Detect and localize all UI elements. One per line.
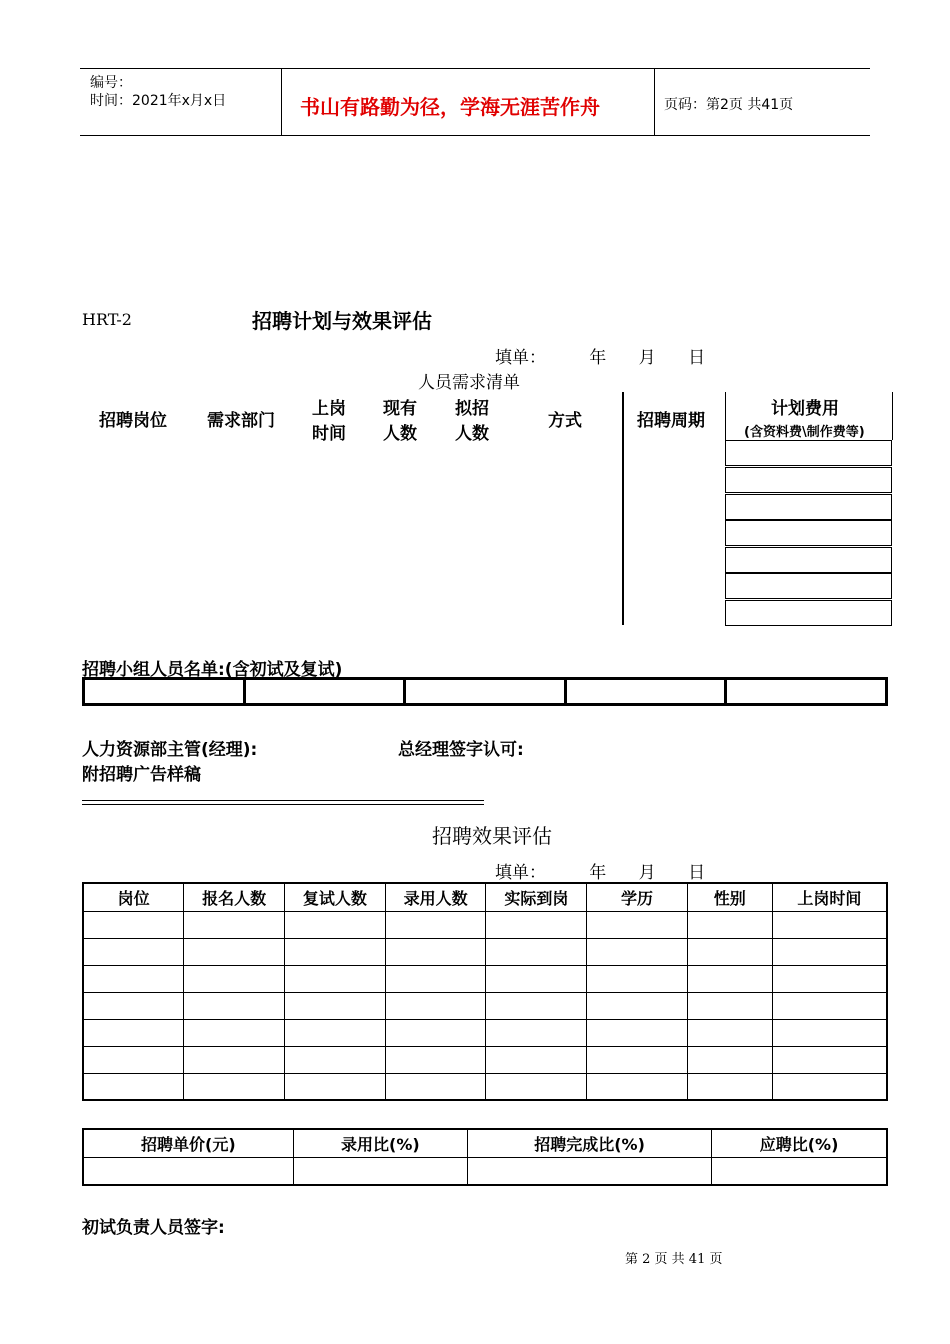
signature-label: 初试负责人员签字: (82, 1218, 225, 1238)
document-number-label: 编号： (90, 75, 132, 91)
eval-cell[interactable] (772, 938, 887, 965)
eval-cell[interactable] (184, 1019, 285, 1046)
eval-cell[interactable] (83, 1019, 184, 1046)
summary-value-cell[interactable] (83, 1157, 293, 1185)
table-row (83, 965, 887, 992)
separator-line (82, 804, 484, 805)
eval-cell[interactable] (687, 1073, 772, 1100)
eval-cell[interactable] (486, 1073, 587, 1100)
eval-cell[interactable] (687, 1046, 772, 1073)
col-cycle: 招聘周期 (637, 411, 705, 431)
cost-cell[interactable] (725, 520, 892, 546)
summary-table (82, 1128, 888, 1186)
eval-cell[interactable] (284, 1046, 385, 1073)
eval-cell[interactable] (184, 965, 285, 992)
cost-cell[interactable] (725, 573, 892, 599)
table-row (83, 938, 887, 965)
page-footer: 第 2 页 共 41 页 (625, 1252, 723, 1267)
eval-cell[interactable] (184, 1046, 285, 1073)
eval-cell[interactable] (284, 1019, 385, 1046)
eval-cell[interactable] (184, 1073, 285, 1100)
separator-line (82, 800, 484, 801)
eval-cell[interactable] (184, 911, 285, 938)
cost-cell[interactable] (725, 467, 892, 493)
col-onboard-line1: 上岗 (312, 399, 346, 419)
eval-cell[interactable] (772, 1019, 887, 1046)
eval-cell[interactable] (284, 938, 385, 965)
cost-cell[interactable] (725, 440, 892, 466)
form-code: HRT-2 (82, 310, 132, 329)
eval-cell[interactable] (772, 992, 887, 1019)
col-cost-note: (含资料费\制作费等) (744, 425, 865, 440)
gm-signature-label: 总经理签字认可: (398, 740, 524, 760)
eval-cell[interactable] (385, 911, 486, 938)
cost-divider (725, 392, 726, 440)
page-indicator: 页码：第2页 共41页 (664, 97, 794, 113)
col-planned-line1: 拟招 (455, 399, 489, 419)
eval-cell[interactable] (184, 938, 285, 965)
eval-cell[interactable] (486, 965, 587, 992)
eval-cell[interactable] (486, 992, 587, 1019)
eval-header-cell: 录用人数 (385, 883, 486, 911)
summary-value-cell[interactable] (293, 1157, 467, 1185)
eval-cell[interactable] (83, 992, 184, 1019)
col-department: 需求部门 (207, 411, 275, 431)
cost-cell[interactable] (725, 494, 892, 520)
document-time: 时间：2021年x月x日 (90, 93, 227, 109)
cost-cell[interactable] (725, 600, 892, 626)
cycle-divider (622, 392, 624, 625)
team-member-cell[interactable] (405, 679, 566, 705)
eval-cell[interactable] (772, 1046, 887, 1073)
eval-cell[interactable] (184, 992, 285, 1019)
evaluation-table (82, 882, 888, 1101)
eval-cell[interactable] (587, 911, 688, 938)
col-current-line1: 现有 (383, 399, 417, 419)
summary-header-cell: 应聘比(%) (712, 1129, 887, 1157)
summary-header-cell: 招聘完成比(%) (467, 1129, 711, 1157)
eval-cell[interactable] (284, 911, 385, 938)
eval-cell[interactable] (83, 1073, 184, 1100)
eval-cell[interactable] (687, 938, 772, 965)
cost-divider-right (892, 392, 893, 440)
eval-cell[interactable] (587, 938, 688, 965)
eval-cell[interactable] (772, 965, 887, 992)
eval-cell[interactable] (687, 965, 772, 992)
team-list-label: 招聘小组人员名单:(含初试及复试) (82, 660, 343, 680)
motto: 书山有路勤为径，学海无涯苦作舟 (300, 95, 600, 119)
eval-cell[interactable] (385, 992, 486, 1019)
table-row (83, 1046, 887, 1073)
eval-cell[interactable] (83, 911, 184, 938)
cost-cell[interactable] (725, 547, 892, 573)
eval-cell[interactable] (385, 1073, 486, 1100)
summary-header-cell: 招聘单价(元) (83, 1129, 293, 1157)
eval-header-cell: 岗位 (83, 883, 184, 911)
eval-cell[interactable] (385, 1046, 486, 1073)
eval-header-cell: 报名人数 (184, 883, 285, 911)
eval-cell[interactable] (687, 911, 772, 938)
eval-cell[interactable] (486, 911, 587, 938)
eval-cell[interactable] (486, 1019, 587, 1046)
eval-cell[interactable] (587, 1073, 688, 1100)
col-method: 方式 (548, 411, 582, 431)
team-member-cell[interactable] (244, 679, 405, 705)
col-cost: 计划费用 (771, 399, 839, 419)
summary-value-cell[interactable] (467, 1157, 711, 1185)
team-table (82, 677, 888, 706)
col-position: 招聘岗位 (99, 411, 167, 431)
eval-cell[interactable] (284, 992, 385, 1019)
eval-cell[interactable] (587, 1046, 688, 1073)
eval-cell[interactable] (772, 911, 887, 938)
eval-cell[interactable] (385, 965, 486, 992)
evaluation-fill-date: 填单： 年 月 日 (495, 863, 706, 883)
eval-cell[interactable] (83, 1046, 184, 1073)
fill-date: 填单： 年 月 日 (495, 348, 706, 368)
eval-header-cell: 性别 (687, 883, 772, 911)
eval-cell[interactable] (486, 1046, 587, 1073)
hr-manager-label: 人力资源部主管(经理): (82, 740, 258, 760)
eval-cell[interactable] (687, 1019, 772, 1046)
col-onboard-line2: 时间 (312, 424, 346, 444)
eval-header-cell: 学历 (587, 883, 688, 911)
table-row (83, 911, 887, 938)
table-row (83, 1073, 887, 1100)
eval-cell[interactable] (687, 992, 772, 1019)
evaluation-title: 招聘效果评估 (432, 824, 552, 848)
eval-cell[interactable] (385, 1019, 486, 1046)
table-row (83, 992, 887, 1019)
summary-value-cell[interactable] (712, 1157, 887, 1185)
form-title: 招聘计划与效果评估 (252, 309, 432, 333)
eval-cell[interactable] (83, 965, 184, 992)
team-member-cell[interactable] (84, 679, 245, 705)
col-planned-line2: 人数 (455, 424, 489, 444)
team-member-cell[interactable] (726, 679, 887, 705)
table-row (83, 1019, 887, 1046)
eval-cell[interactable] (284, 965, 385, 992)
eval-cell[interactable] (772, 1073, 887, 1100)
col-current-line2: 人数 (383, 424, 417, 444)
eval-cell[interactable] (587, 992, 688, 1019)
attachment-label: 附招聘广告样稿 (82, 765, 201, 785)
eval-cell[interactable] (587, 965, 688, 992)
eval-cell[interactable] (486, 938, 587, 965)
eval-cell[interactable] (587, 1019, 688, 1046)
eval-header-cell: 上岗时间 (772, 883, 887, 911)
eval-cell[interactable] (284, 1073, 385, 1100)
eval-header-cell: 复试人数 (284, 883, 385, 911)
summary-header-cell: 录用比(%) (293, 1129, 467, 1157)
eval-cell[interactable] (385, 938, 486, 965)
eval-header-cell: 实际到岗 (486, 883, 587, 911)
team-member-cell[interactable] (565, 679, 726, 705)
eval-cell[interactable] (83, 938, 184, 965)
demand-list-title: 人员需求清单 (418, 373, 520, 393)
